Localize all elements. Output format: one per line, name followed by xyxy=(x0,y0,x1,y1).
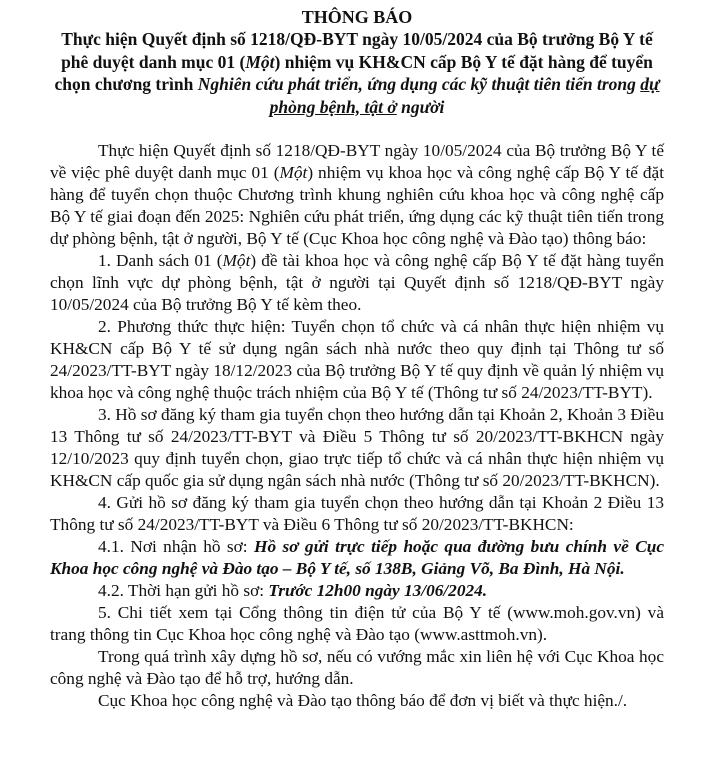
subtitle-text: Thực hiện Quyết định số 1218/QĐ-BYT ngày 10/05/2024 của Bộ trưởng Bộ Y tế phê duyệt danh mục 01 ( xyxy=(61,29,653,72)
item-2: 2. Phương thức thực hiện: Tuyển chọn tổ chức và cá nhân thực hiện nhiệm vụ KH&CN cấp Bộ Y tế sử dụng ngân sách nhà nước theo quy định tại Thông tư số 24/2023/TT-BYT ngày 18/12/2023 của Bộ trưởng Bộ Y tế quy định về quản lý nhiệm vụ khoa học và công nghệ thuộc trách nhiệm của Bộ Y tế (Thông tư số 24/2023/TT-BYT). xyxy=(50,317,664,402)
document-subtitle xyxy=(50,28,664,118)
intro-paragraph xyxy=(50,140,664,250)
document-title: THÔNG BÁO xyxy=(301,7,413,27)
intro-text: Thực hiện Quyết định số 1218/QĐ-BYT ngày 10/05/2024 của Bộ trưởng Bộ Y tế về việc phê duyệt danh mục 01 ( xyxy=(50,141,664,182)
item-4-2-label: 4.2. Thời hạn gửi hồ sơ: xyxy=(98,581,269,600)
item-4-1 xyxy=(50,536,664,580)
item-4-2-deadline: Trước 12h00 ngày 13/06/2024. xyxy=(268,581,488,600)
subtitle-end: người xyxy=(396,96,445,117)
subtitle-program-name: Nghiên cứu phát triển, ứng dụng các kỹ thuật tiên tiến trong xyxy=(197,74,641,94)
intro-mot: Một xyxy=(279,163,308,182)
item-5: 5. Chi tiết xem tại Cổng thông tin điện tử của Bộ Y tế (www.moh.gov.vn) và trang thông tin Cục Khoa học công nghệ và Đào tạo (www.asttmoh.vn). xyxy=(50,603,664,644)
closing-paragraph: Cục Khoa học công nghệ và Đào tạo thông báo để đơn vị biết và thực hiện./. xyxy=(98,691,628,710)
item-1-mot: Một xyxy=(222,251,251,270)
item-4-1-address: Hồ sơ gửi trực tiếp hoặc qua đường bưu chính về Cục Khoa học công nghệ và Đào tạo – Bộ Y tế, số 138B, Giảng Võ, Ba Đình, Hà Nội. xyxy=(50,537,665,578)
intro-text-2: ) nhiệm vụ khoa học và công nghệ cấp Bộ Y tế đặt hàng để tuyển chọn thuộc Chương trình khung nghiên cứu khoa học và công nghệ cấp Bộ Y tế giai đoạn đến 2025: Nghiên cứu phát triển, ứng dụng các kỹ thuật tiên tiến trong dự phòng bệnh, tật ở người, Bộ Y tế (Cục Khoa học công nghệ và Đào tạo) thông báo: xyxy=(50,163,664,248)
subtitle-underlined: dự phòng bệnh, tật ở xyxy=(269,74,660,117)
subtitle-text-2: ) nhiệm vụ KH&CN cấp Bộ Y tế đặt hàng để tuyển chọn chương trình xyxy=(54,51,653,94)
item-4-2 xyxy=(50,580,664,602)
item-4: 4. Gửi hồ sơ đăng ký tham gia tuyển chọn theo hướng dẫn tại Khoản 2 Điều 13 Thông tư số 24/2023/TT-BYT và Điều 6 Thông tư số 20/2023/TT-BKHCN: xyxy=(50,493,664,534)
item-1-text-2: ) đề tài khoa học và công nghệ cấp Bộ Y tế đặt hàng tuyển chọn lĩnh vực dự phòng bệnh, tật ở người tại Quyết định số 1218/QĐ-BYT ngày 10/05/2024 của Bộ trưởng Bộ Y tế kèm theo. xyxy=(50,251,665,314)
document-body xyxy=(50,140,664,712)
item-1-text: 1. Danh sách 01 ( xyxy=(98,251,223,270)
item-1 xyxy=(50,250,664,316)
subtitle-mot: Một xyxy=(245,51,275,72)
item-3: 3. Hồ sơ đăng ký tham gia tuyển chọn theo hướng dẫn tại Khoản 2, Khoản 3 Điều 13 Thông tư số 24/2023/TT-BYT và Điều 5 Thông tư số 20/2023/TT-BKHCN ngày 12/10/2023 quy định tuyển chọn, giao trực tiếp tổ chức và cá nhân thực hiện nhiệm vụ KH&CN cấp quốc gia sử dụng ngân sách nhà nước (Thông tư số 20/2023/TT-BKHCN). xyxy=(50,405,664,490)
support-paragraph: Trong quá trình xây dựng hồ sơ, nếu có vướng mắc xin liên hệ với Cục Khoa học công nghệ và Đào tạo để hỗ trợ, hướng dẫn. xyxy=(50,647,664,688)
item-4-1-label: 4.1. Nơi nhận hồ sơ: xyxy=(98,537,254,556)
